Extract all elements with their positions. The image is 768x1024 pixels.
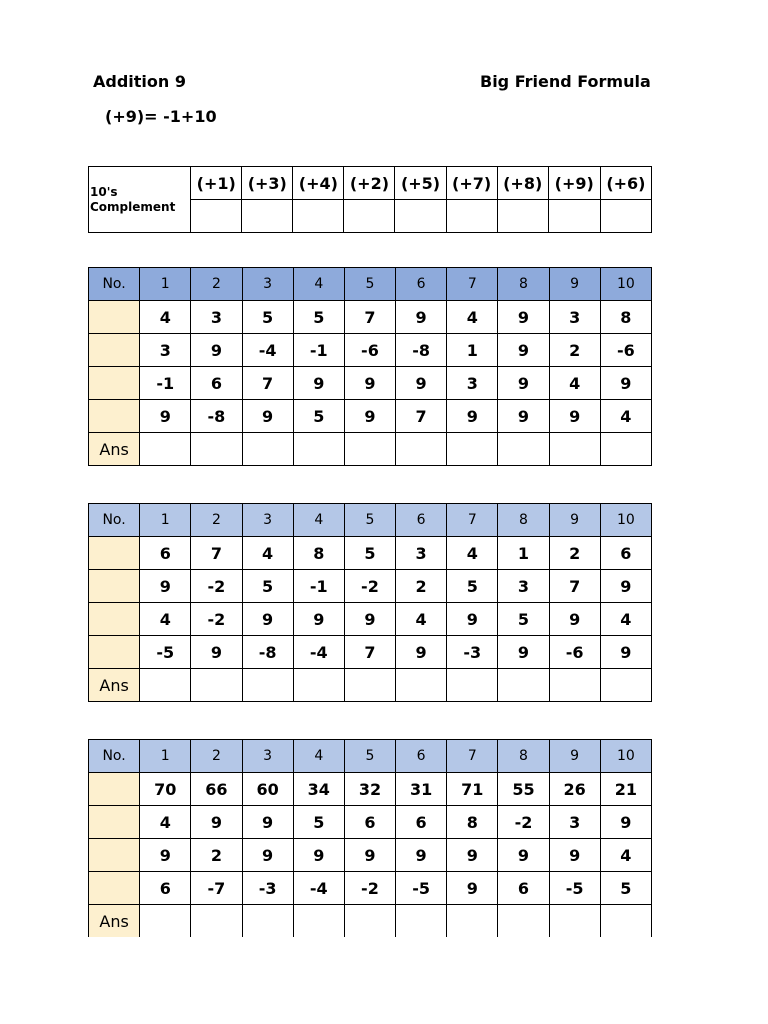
answer-cell[interactable] [600,905,651,938]
column-number: 4 [293,504,344,537]
answer-cell[interactable] [242,669,293,702]
column-number: 8 [498,504,549,537]
number-cell: -1 [140,367,191,400]
complement-answer-cell[interactable] [497,200,548,233]
number-cell: 9 [447,872,498,905]
column-number: 9 [549,504,600,537]
number-cell: -7 [191,872,242,905]
number-cell: 26 [549,773,600,806]
answer-cell[interactable] [549,433,600,466]
row-label-cell [89,400,140,433]
number-cell: 9 [549,839,600,872]
number-cell: 9 [447,603,498,636]
number-cell: -6 [344,334,395,367]
answer-cell[interactable] [396,433,447,466]
answer-cell[interactable] [447,433,498,466]
number-cell: 4 [242,537,293,570]
number-cell: 3 [191,301,242,334]
number-cell: 4 [447,537,498,570]
answer-cell[interactable] [344,669,395,702]
number-cell: 9 [396,301,447,334]
column-number: 6 [396,268,447,301]
number-cell: 9 [242,603,293,636]
number-cell: 3 [549,806,600,839]
number-cell: 9 [447,839,498,872]
answer-cell[interactable] [396,669,447,702]
complement-table [88,166,652,233]
number-cell: 9 [242,400,293,433]
column-number: 4 [293,740,344,773]
number-cell: 2 [549,537,600,570]
number-cell: 5 [447,570,498,603]
number-cell: 9 [344,367,395,400]
column-number: 1 [140,268,191,301]
table-row [89,806,652,839]
column-number: 3 [242,740,293,773]
answer-cell[interactable] [344,433,395,466]
number-cell: 6 [140,872,191,905]
complement-answer-cell[interactable] [191,200,242,233]
number-cell: 55 [498,773,549,806]
number-cell: 7 [549,570,600,603]
answer-cell[interactable] [549,669,600,702]
number-cell: 4 [600,603,651,636]
number-cell: 9 [242,806,293,839]
practice-table-3 [88,739,652,937]
column-number: 2 [191,268,242,301]
complement-header: (+9) [548,167,600,200]
number-cell: 71 [447,773,498,806]
table-row [89,301,652,334]
no-header: No. [89,740,140,773]
number-cell: 7 [396,400,447,433]
number-cell: 9 [242,839,293,872]
complement-answer-cell[interactable] [344,200,395,233]
number-cell: 66 [191,773,242,806]
column-number: 2 [191,504,242,537]
row-label-cell [89,570,140,603]
number-cell: -3 [447,636,498,669]
worksheet-subtitle: Big Friend Formula [480,72,651,91]
ans-label: Ans [89,669,140,702]
number-cell: 9 [549,400,600,433]
column-number: 6 [396,740,447,773]
number-cell: 9 [498,367,549,400]
row-label-cell [89,301,140,334]
number-cell: 9 [396,839,447,872]
column-number: 9 [549,740,600,773]
column-number: 6 [396,504,447,537]
number-cell: -2 [191,603,242,636]
number-cell: -4 [242,334,293,367]
column-number: 8 [498,740,549,773]
number-cell: 8 [600,301,651,334]
number-cell: -6 [549,636,600,669]
number-cell: -3 [242,872,293,905]
number-cell: -2 [344,570,395,603]
number-cell: 9 [396,367,447,400]
column-number: 2 [191,740,242,773]
table-row [89,773,652,806]
number-cell: -8 [242,636,293,669]
row-label-cell [89,334,140,367]
number-cell: 6 [140,537,191,570]
number-cell: 4 [600,400,651,433]
number-cell: 5 [344,537,395,570]
complement-answer-cell[interactable] [395,200,446,233]
table-row [89,334,652,367]
answer-cell[interactable] [293,905,344,938]
no-header: No. [89,268,140,301]
number-cell: -5 [549,872,600,905]
column-number: 10 [600,740,651,773]
number-cell: 9 [498,636,549,669]
answer-cell[interactable] [191,669,242,702]
practice-table-1 [88,267,652,466]
number-cell: -4 [293,636,344,669]
number-cell: -5 [396,872,447,905]
row-label-cell [89,839,140,872]
complement-answer-cell[interactable] [548,200,600,233]
answer-cell[interactable] [140,669,191,702]
answer-cell[interactable] [344,905,395,938]
answer-cell[interactable] [498,905,549,938]
row-label-cell [89,636,140,669]
complement-header: (+6) [600,167,651,200]
column-number: 4 [293,268,344,301]
row-label-cell [89,537,140,570]
number-cell: -2 [191,570,242,603]
number-cell: -6 [600,334,651,367]
column-number: 5 [344,268,395,301]
number-cell: 3 [549,301,600,334]
complement-answer-cell[interactable] [600,200,651,233]
complement-answer-cell[interactable] [446,200,497,233]
number-cell: 5 [242,301,293,334]
number-cell: -5 [140,636,191,669]
column-number: 7 [447,268,498,301]
complement-header: (+4) [293,167,344,200]
practice-table-2 [88,503,652,702]
column-number: 7 [447,740,498,773]
number-cell: 9 [549,603,600,636]
column-number: 10 [600,268,651,301]
answer-cell[interactable] [293,433,344,466]
column-number: 1 [140,504,191,537]
row-label-cell [89,872,140,905]
row-label-cell [89,367,140,400]
number-cell: 5 [242,570,293,603]
number-cell: 4 [140,806,191,839]
number-cell: 9 [344,603,395,636]
number-cell: 9 [140,400,191,433]
answer-cell[interactable] [396,905,447,938]
number-cell: 1 [498,537,549,570]
number-cell: 9 [600,367,651,400]
answer-cell[interactable] [242,905,293,938]
column-number: 9 [549,268,600,301]
number-cell: 32 [344,773,395,806]
number-cell: 5 [293,400,344,433]
number-cell: 70 [140,773,191,806]
number-cell: 6 [498,872,549,905]
number-cell: -2 [498,806,549,839]
number-cell: 9 [140,839,191,872]
number-cell: 7 [242,367,293,400]
number-cell: 8 [447,806,498,839]
column-number: 5 [344,504,395,537]
ans-label: Ans [89,905,140,938]
table-row [89,570,652,603]
table-row [89,603,652,636]
number-cell: 5 [293,301,344,334]
number-cell: 60 [242,773,293,806]
table-row [89,839,652,872]
complement-header: (+7) [446,167,497,200]
complement-header: (+3) [242,167,293,200]
number-cell: 8 [293,537,344,570]
complement-label: 10's Complement [89,167,191,233]
number-cell: -2 [344,872,395,905]
column-number: 7 [447,504,498,537]
number-cell: 3 [140,334,191,367]
column-number: 5 [344,740,395,773]
answer-cell[interactable] [549,905,600,938]
ans-label: Ans [89,433,140,466]
number-cell: 4 [600,839,651,872]
number-cell: 5 [498,603,549,636]
number-cell: 9 [600,570,651,603]
number-cell: -8 [396,334,447,367]
row-label-cell [89,806,140,839]
number-cell: 6 [344,806,395,839]
answer-cell[interactable] [498,433,549,466]
number-cell: -8 [191,400,242,433]
number-cell: 3 [498,570,549,603]
number-cell: 3 [447,367,498,400]
number-cell: 21 [600,773,651,806]
table-row [89,636,652,669]
number-cell: 4 [396,603,447,636]
number-cell: 9 [498,301,549,334]
number-cell: 6 [396,806,447,839]
number-cell: 9 [293,839,344,872]
number-cell: 7 [344,636,395,669]
number-cell: 3 [396,537,447,570]
number-cell: 1 [447,334,498,367]
number-cell: 9 [191,334,242,367]
number-cell: 9 [293,367,344,400]
number-cell: 9 [344,839,395,872]
answer-cell[interactable] [447,669,498,702]
complement-header: (+8) [497,167,548,200]
answer-cell[interactable] [191,433,242,466]
number-cell: 5 [293,806,344,839]
number-cell: 2 [549,334,600,367]
number-cell: 9 [600,636,651,669]
column-number: 3 [242,504,293,537]
complement-header: (+5) [395,167,446,200]
number-cell: 9 [191,636,242,669]
number-cell: 5 [600,872,651,905]
answer-cell[interactable] [600,433,651,466]
number-cell: 6 [191,367,242,400]
number-cell: 9 [293,603,344,636]
answer-cell[interactable] [447,905,498,938]
number-cell: 7 [191,537,242,570]
answer-cell[interactable] [293,669,344,702]
number-cell: 9 [600,806,651,839]
number-cell: 7 [344,301,395,334]
column-number: 10 [600,504,651,537]
answer-cell[interactable] [498,669,549,702]
number-cell: 9 [140,570,191,603]
column-number: 8 [498,268,549,301]
number-cell: -4 [293,872,344,905]
complement-header: (+1) [191,167,242,200]
number-cell: -1 [293,570,344,603]
table-row [89,537,652,570]
number-cell: 4 [140,301,191,334]
number-cell: 4 [549,367,600,400]
row-label-cell [89,603,140,636]
complement-header: (+2) [344,167,395,200]
number-cell: 6 [600,537,651,570]
answer-cell[interactable] [242,433,293,466]
number-cell: 9 [191,806,242,839]
number-cell: 2 [191,839,242,872]
table-row [89,872,652,905]
number-cell: 9 [498,334,549,367]
number-cell: 9 [498,400,549,433]
answer-cell[interactable] [600,669,651,702]
number-cell: 9 [344,400,395,433]
number-cell: 2 [396,570,447,603]
answer-cell[interactable] [191,905,242,938]
number-cell: 9 [396,636,447,669]
complement-answer-cell[interactable] [242,200,293,233]
number-cell: -1 [293,334,344,367]
number-cell: 9 [447,400,498,433]
number-cell: 31 [396,773,447,806]
number-cell: 4 [447,301,498,334]
complement-answer-cell[interactable] [293,200,344,233]
table-row [89,367,652,400]
row-label-cell [89,773,140,806]
formula-text: (+9)= -1+10 [105,107,217,126]
answer-cell[interactable] [140,905,191,938]
table-row [89,400,652,433]
number-cell: 4 [140,603,191,636]
answer-cell[interactable] [140,433,191,466]
number-cell: 34 [293,773,344,806]
column-number: 1 [140,740,191,773]
number-cell: 9 [498,839,549,872]
no-header: No. [89,504,140,537]
column-number: 3 [242,268,293,301]
worksheet-title: Addition 9 [93,72,186,91]
